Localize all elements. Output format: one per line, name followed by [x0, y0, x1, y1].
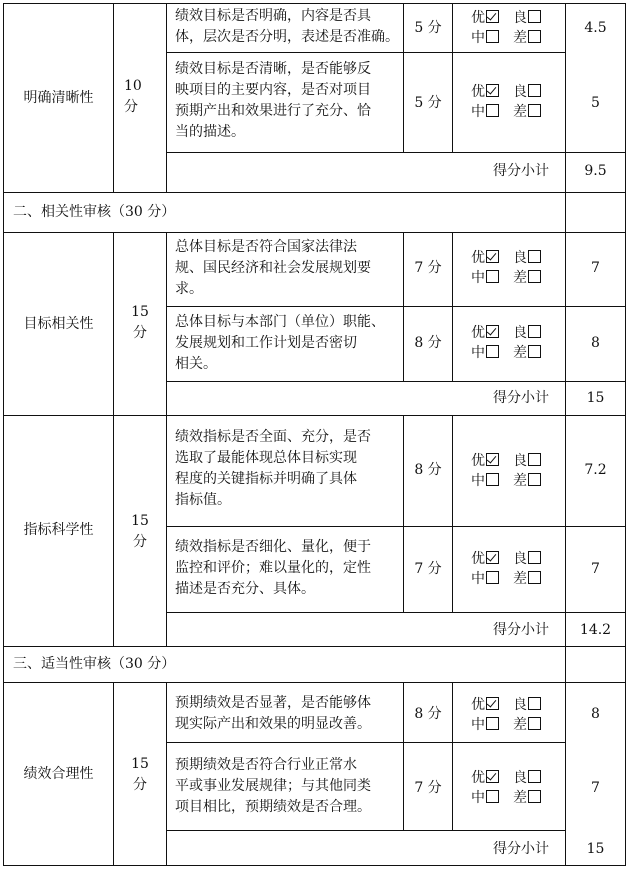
rating-medium-checkbox[interactable]	[486, 30, 499, 43]
weight-number: 15	[131, 756, 149, 772]
subtotal-label: 得分小计	[493, 390, 549, 406]
criterion-score: 7	[591, 780, 600, 796]
weight-unit: 分	[133, 325, 147, 341]
section-title: 三、适当性审核（30 分）	[13, 656, 176, 672]
criterion-score: 8	[591, 706, 600, 722]
rating-excellent-checkbox[interactable]	[486, 453, 499, 466]
criterion-score: 4.5	[584, 20, 607, 36]
criterion-text: 绩效指标是否细化、量化，便于 监控和评价；难以量化的，定性 描述是否充分、具体。	[175, 539, 371, 597]
criterion-points: 8 分	[414, 462, 442, 478]
subtotal-score: 15	[586, 841, 605, 857]
rating-group: 优 良 中 差	[471, 82, 541, 122]
section-title: 二、相关性审核（30 分）	[13, 204, 176, 220]
rating-poor-checkbox[interactable]	[528, 571, 541, 584]
rating-good-checkbox[interactable]	[528, 250, 541, 263]
rating-excellent-checkbox[interactable]	[486, 770, 499, 783]
rating-good-checkbox[interactable]	[528, 10, 541, 23]
weight-number: 10	[124, 78, 142, 94]
rating-good-checkbox[interactable]	[528, 84, 541, 97]
rating-group: 优 良 中 差	[471, 695, 541, 735]
rating-medium-checkbox[interactable]	[486, 270, 499, 283]
rating-poor-checkbox[interactable]	[528, 717, 541, 730]
criterion-score: 5	[591, 95, 600, 111]
rating-excellent-checkbox[interactable]	[486, 250, 499, 263]
subtotal-score: 15	[586, 390, 605, 406]
rating-excellent-checkbox[interactable]	[486, 84, 499, 97]
rating-medium-checkbox[interactable]	[486, 717, 499, 730]
rating-medium-checkbox[interactable]	[486, 345, 499, 358]
criterion-points: 7 分	[414, 561, 442, 577]
criterion-text: 绩效指标是否全面、充分，是否 选取了最能体现总体目标实现 程度的关键指标并明确了具体 指标值。	[175, 429, 371, 508]
criterion-text: 预期绩效是否显著，是否能够体 现实际产出和效果的明显改善。	[175, 695, 371, 732]
criterion-score: 7.2	[584, 462, 607, 478]
criterion-points: 7 分	[414, 780, 442, 796]
rating-excellent-checkbox[interactable]	[486, 325, 499, 338]
rating-group: 优 良 中 差	[471, 768, 541, 808]
subtotal-label: 得分小计	[493, 163, 549, 179]
rating-medium-checkbox[interactable]	[486, 571, 499, 584]
criterion-score: 7	[591, 260, 600, 276]
weight-number: 15	[131, 304, 149, 320]
criterion-points: 8 分	[414, 706, 442, 722]
criterion-points: 5 分	[414, 95, 442, 111]
rating-poor-checkbox[interactable]	[528, 473, 541, 486]
weight-unit: 分	[133, 534, 147, 550]
rating-poor-checkbox[interactable]	[528, 345, 541, 358]
criterion-points: 8 分	[414, 335, 442, 351]
rating-medium-checkbox[interactable]	[486, 473, 499, 486]
rating-poor-checkbox[interactable]	[528, 30, 541, 43]
subtotal-label: 得分小计	[493, 622, 549, 638]
rating-group: 优 良 中 差	[471, 323, 541, 363]
rating-poor-checkbox[interactable]	[528, 104, 541, 117]
subtotal-score: 9.5	[584, 163, 607, 179]
weight-unit: 分	[133, 777, 147, 793]
criterion-score: 8	[591, 335, 600, 351]
weight-unit: 分	[124, 99, 138, 115]
rating-poor-checkbox[interactable]	[528, 790, 541, 803]
criterion-text: 总体目标与本部门（单位）职能、 发展规划和工作计划是否密切 相关。	[175, 314, 385, 372]
rating-group: 优 良 中 差	[471, 549, 541, 589]
subtotal-label: 得分小计	[493, 841, 549, 857]
rating-group: 优 良 中 差	[471, 8, 541, 48]
category-label: 指标科学性	[23, 522, 94, 538]
criterion-text: 绩效目标是否明确，内容是否具 体，层次是否分明，表述是否准确。	[175, 8, 399, 45]
rating-good-checkbox[interactable]	[528, 325, 541, 338]
rating-good-checkbox[interactable]	[528, 453, 541, 466]
criterion-text: 总体目标是否符合国家法律法 规、国民经济和社会发展规划要 求。	[175, 239, 371, 297]
rating-poor-checkbox[interactable]	[528, 270, 541, 283]
criterion-score: 7	[591, 561, 600, 577]
subtotal-score: 14.2	[579, 622, 612, 638]
rating-medium-checkbox[interactable]	[486, 790, 499, 803]
criterion-text: 预期绩效是否符合行业正常水 平或事业发展规律；与其他同类 项目相比，预期绩效是否合理。	[175, 757, 371, 815]
weight-number: 15	[131, 513, 149, 529]
criterion-text: 绩效目标是否清晰，是否能够反 映项目的主要内容，是否对项目 预期产出和效果进行了充分、恰 当的描述。	[175, 61, 371, 140]
rating-good-checkbox[interactable]	[528, 697, 541, 710]
rating-excellent-checkbox[interactable]	[486, 551, 499, 564]
rating-excellent-checkbox[interactable]	[486, 10, 499, 23]
rating-excellent-checkbox[interactable]	[486, 697, 499, 710]
category-label: 绩效合理性	[23, 766, 94, 782]
rating-group: 优 良 中 差	[471, 248, 541, 288]
criterion-points: 5 分	[414, 20, 442, 36]
rating-group: 优 良 中 差	[471, 451, 541, 491]
rating-medium-checkbox[interactable]	[486, 104, 499, 117]
criterion-points: 7 分	[414, 260, 442, 276]
rating-good-checkbox[interactable]	[528, 770, 541, 783]
category-label: 明确清晰性	[23, 90, 94, 106]
rating-good-checkbox[interactable]	[528, 551, 541, 564]
category-label: 目标相关性	[23, 316, 94, 332]
